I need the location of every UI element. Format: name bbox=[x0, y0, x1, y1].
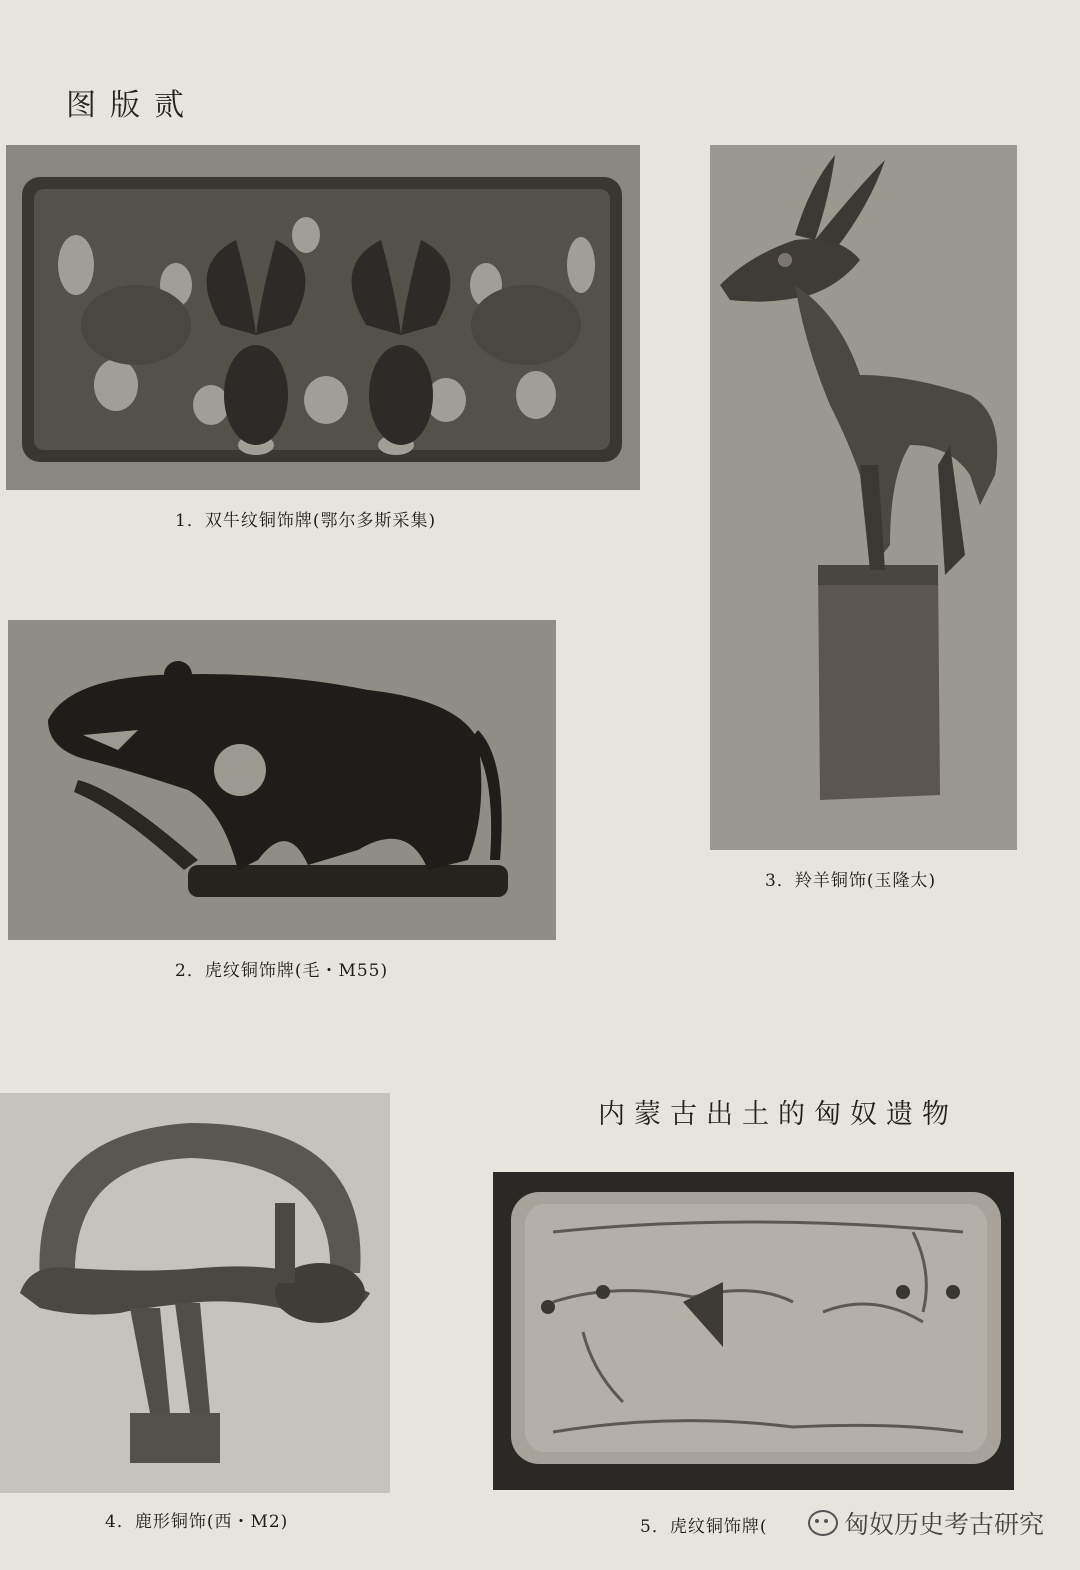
watermark bbox=[808, 1505, 1044, 1541]
plate-1-caption: 1．双牛纹铜饰牌(鄂尔多斯采集) bbox=[175, 511, 437, 531]
plate-2-tiger-plaque-photo bbox=[8, 620, 556, 940]
plate-1-double-ox-plaque-photo bbox=[6, 145, 640, 490]
page-subtitle: 内蒙古出土的匈奴遗物 bbox=[598, 1099, 958, 1130]
plate-5-caption: 5．虎纹铜饰牌( bbox=[640, 1517, 768, 1537]
watermark-text: 匈奴历史考古研究 bbox=[844, 1510, 1045, 1539]
plate-4-caption: 4．鹿形铜饰(西・M2) bbox=[105, 1512, 289, 1532]
plate-2-caption: 2．虎纹铜饰牌(毛・M55) bbox=[175, 961, 389, 981]
plate-4-deer-ornament-photo bbox=[0, 1093, 390, 1493]
plate-5-tiger-plaque-photo bbox=[493, 1172, 1014, 1490]
wechat-icon bbox=[808, 1510, 838, 1536]
plate-3-antelope-finial-photo bbox=[710, 145, 1017, 850]
page-header: 图版贰 bbox=[66, 88, 198, 123]
plate-3-caption: 3．羚羊铜饰(玉隆太) bbox=[765, 871, 937, 891]
